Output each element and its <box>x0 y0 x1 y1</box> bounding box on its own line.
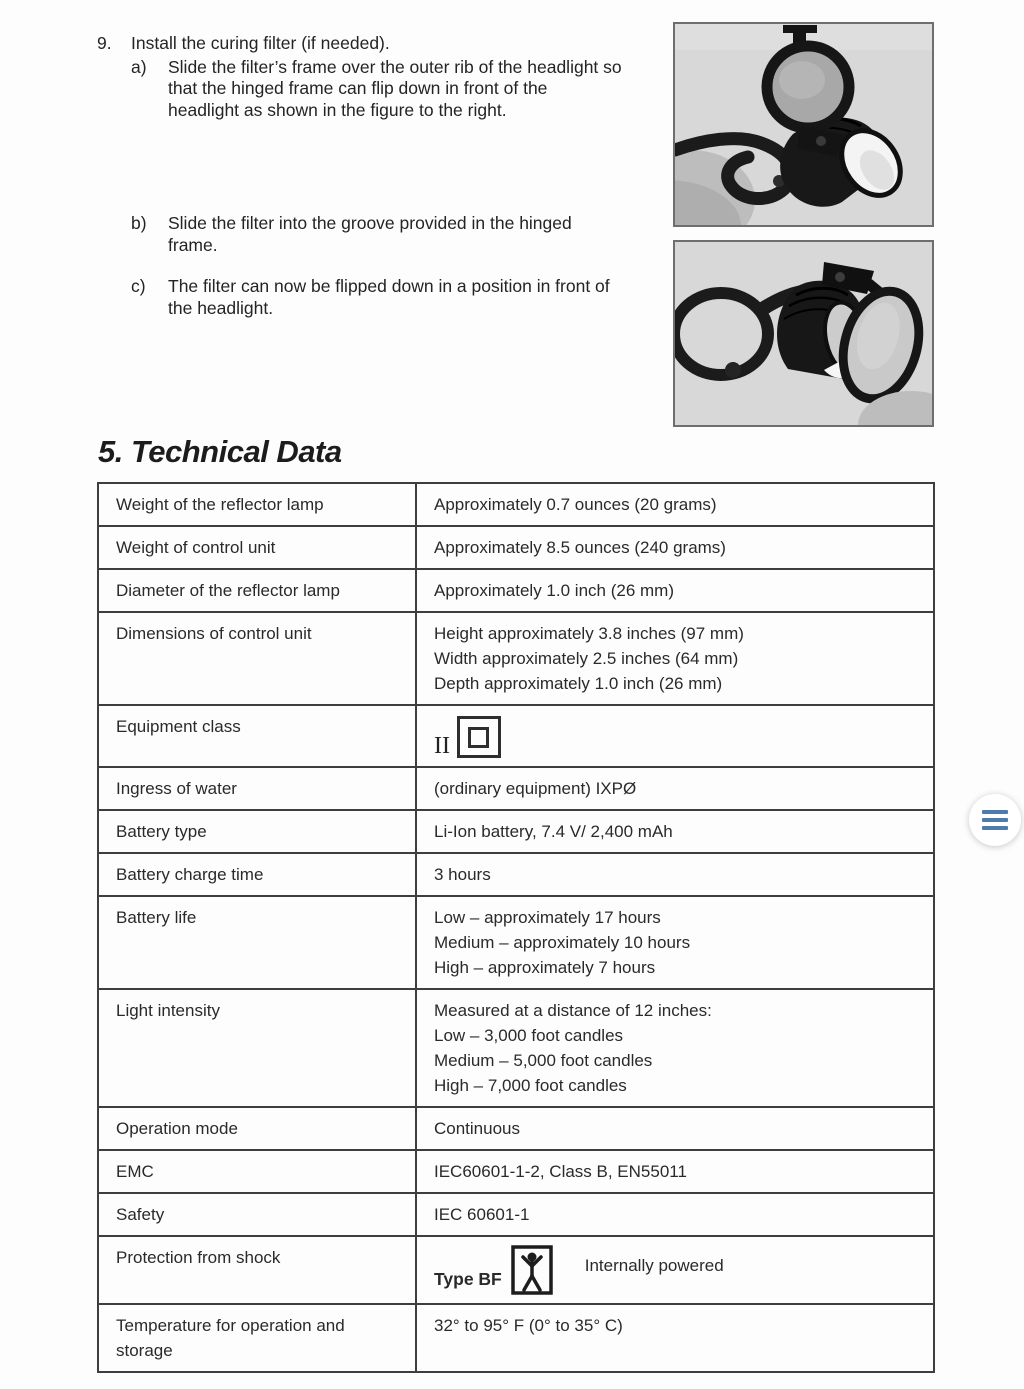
substep-c <box>131 276 642 319</box>
step-9-instructions <box>97 33 642 319</box>
spec-value <box>416 810 934 853</box>
spec-label: Safety <box>98 1193 416 1236</box>
spec-table-body <box>98 483 934 1372</box>
spec-value-line: High – 7,000 foot candles <box>434 1076 627 1095</box>
substep-a <box>131 57 642 122</box>
section-title: 5. Technical Data <box>98 434 342 469</box>
spec-value-line: Low – 3,000 foot candles <box>434 1026 624 1045</box>
spec-row <box>98 1107 934 1150</box>
spec-row <box>98 1150 934 1193</box>
spec-value <box>416 1304 934 1372</box>
spec-value <box>416 896 934 989</box>
spec-label: Battery charge time <box>98 853 416 896</box>
spec-label: Weight of the reflector lamp <box>98 483 416 526</box>
hamburger-menu-button[interactable] <box>969 794 1021 846</box>
hamburger-menu-icon <box>982 810 1008 814</box>
spec-label: Ingress of water <box>98 767 416 810</box>
substep-b <box>131 213 642 256</box>
spec-value <box>416 612 934 705</box>
spec-value-line: Approximately 0.7 ounces (20 grams) <box>434 495 717 514</box>
filter-flipped-down-photo <box>673 240 934 427</box>
spec-row <box>98 810 934 853</box>
spec-label: Diameter of the reflector lamp <box>98 569 416 612</box>
substep-b-label: b) <box>131 213 147 233</box>
spec-row <box>98 612 934 705</box>
filter-flipped-up-photo <box>673 22 934 227</box>
spec-value <box>416 989 934 1107</box>
spec-value-line: IEC 60601-1 <box>434 1205 530 1224</box>
spec-row <box>98 989 934 1107</box>
spec-label: Protection from shock <box>98 1236 416 1304</box>
spec-label: Battery type <box>98 810 416 853</box>
spec-value <box>416 1193 934 1236</box>
spec-value <box>416 1150 934 1193</box>
spec-value-line: Approximately 1.0 inch (26 mm) <box>434 581 674 600</box>
spec-value-line: Li-Ion battery, 7.4 V/ 2,400 mAh <box>434 822 673 841</box>
spec-row <box>98 853 934 896</box>
substep-list <box>131 57 642 320</box>
symbol-text: Type BF <box>434 1269 502 1289</box>
spec-row <box>98 767 934 810</box>
spec-label: EMC <box>98 1150 416 1193</box>
class-ii-inner-square <box>468 727 489 748</box>
spec-value <box>416 705 934 767</box>
spec-row <box>98 526 934 569</box>
spec-value-line: 3 hours <box>434 865 491 884</box>
spec-label: Battery life <box>98 896 416 989</box>
spec-row <box>98 569 934 612</box>
spec-label: Temperature for operation and storage <box>98 1304 416 1372</box>
substep-c-label: c) <box>131 276 146 296</box>
spec-value <box>416 853 934 896</box>
spec-value-line: IEC60601-1-2, Class B, EN55011 <box>434 1162 687 1181</box>
spec-row <box>98 483 934 526</box>
spec-label: Operation mode <box>98 1107 416 1150</box>
spec-row <box>98 705 934 767</box>
spec-row <box>98 1193 934 1236</box>
bf-applied-part-icon <box>511 1245 553 1295</box>
spec-row <box>98 896 934 989</box>
hamburger-menu-icon <box>982 826 1008 830</box>
spec-value-line: Approximately 8.5 ounces (240 grams) <box>434 538 726 557</box>
substep-b-text: Slide the filter into the groove provided in the hinged frame. <box>168 213 572 255</box>
spec-value-line: 32° to 95° F (0° to 35° C) <box>434 1316 623 1335</box>
spec-value-line: Measured at a distance of 12 inches: <box>434 1001 712 1020</box>
spec-row <box>98 1304 934 1372</box>
technical-data-table <box>97 482 935 1373</box>
spec-value-line: Low – approximately 17 hours <box>434 908 661 927</box>
bf-symbol-wrap <box>434 1245 917 1295</box>
spec-value <box>416 483 934 526</box>
step-9 <box>97 33 642 55</box>
spec-label: Light intensity <box>98 989 416 1107</box>
hamburger-menu-icon <box>982 818 1008 822</box>
spec-value-line: Medium – approximately 10 hours <box>434 933 691 952</box>
spec-value <box>416 526 934 569</box>
substep-a-label: a) <box>131 56 147 77</box>
spec-value-line: Continuous <box>434 1119 521 1138</box>
class-ii-equipment-icon <box>457 716 501 758</box>
spec-row <box>98 1236 934 1304</box>
spec-value-line: Depth approximately 1.0 inch (26 mm) <box>434 674 723 693</box>
spec-value <box>416 767 934 810</box>
spec-value-line: Medium – 5,000 foot candles <box>434 1051 653 1070</box>
spec-value-line: Width approximately 2.5 inches (64 mm) <box>434 649 739 668</box>
substep-c-text: The filter can now be flipped down in a position in front of the headlight. <box>168 276 610 318</box>
step-number: 9. <box>97 33 112 53</box>
spec-label: Dimensions of control unit <box>98 612 416 705</box>
class-ii-symbol-wrap <box>434 714 917 758</box>
spec-value <box>416 1236 934 1304</box>
step-text: Install the curing filter (if needed). <box>131 33 390 53</box>
spec-value-line: (ordinary equipment) IXPØ <box>434 779 637 798</box>
symbol-suffix: Internally powered <box>584 1256 724 1275</box>
spec-value <box>416 569 934 612</box>
symbol-text: II <box>434 733 450 759</box>
spec-value-line: Height approximately 3.8 inches (97 mm) <box>434 624 744 643</box>
substep-a-text: Slide the filter’s frame over the outer rib of the headlight so that the hinged frame can flip down in front of the headlight as shown in the figure to the right. <box>168 56 622 120</box>
spec-label: Equipment class <box>98 705 416 767</box>
headlight-filter-down-illustration <box>675 242 932 425</box>
spec-value-line: High – approximately 7 hours <box>434 958 656 977</box>
headlight-filter-up-illustration <box>675 24 932 225</box>
spec-label: Weight of control unit <box>98 526 416 569</box>
spec-value <box>416 1107 934 1150</box>
